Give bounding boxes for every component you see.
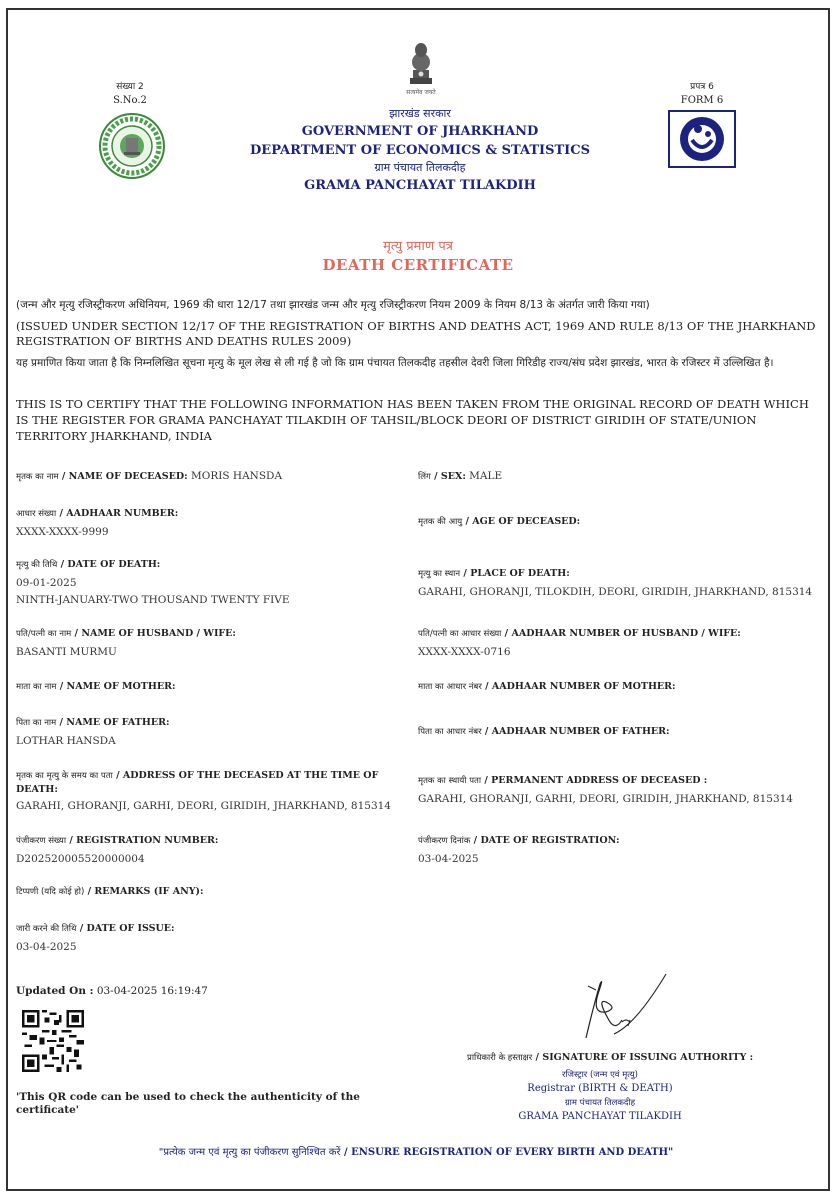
- certificate-title-hi: मृत्यु प्रमाण पत्र: [383, 239, 453, 254]
- label-hi: मृतक का स्थायी पता: [418, 776, 482, 786]
- field-father: [16, 716, 406, 750]
- label-en: / DATE OF REGISTRATION:: [470, 835, 620, 846]
- form-number-en: FORM 6: [680, 95, 724, 106]
- label-hi: पिता का नाम: [16, 718, 57, 728]
- field-spouse-aadhaar: [418, 627, 818, 661]
- label-hi: आधार संख्या: [16, 509, 57, 519]
- field-mother: [16, 680, 406, 694]
- sex-value: MALE: [465, 470, 503, 482]
- state-hi: झारखंड सरकार: [389, 107, 451, 120]
- department-title: DEPARTMENT OF ECONOMICS & STATISTICS: [250, 143, 590, 158]
- date-of-death-words: NINTH-JANUARY-TWO THOUSAND TWENTY FIVE: [16, 594, 290, 606]
- spouse-aadhaar-value: XXXX-XXXX-0716: [418, 646, 511, 658]
- form-number: [672, 80, 732, 108]
- label-en: / REMARKS (IF ANY):: [84, 886, 204, 897]
- field-date-of-issue: [16, 922, 406, 956]
- emblem-motto: सत्यमेव जयते: [406, 89, 436, 96]
- label-hi: मृतक की आयु: [418, 517, 463, 527]
- label-en: / REGISTRATION NUMBER:: [66, 835, 219, 846]
- field-aadhaar: [16, 507, 406, 541]
- signature-label-hi: प्राधिकारी के हस्ताक्षर: [467, 1053, 533, 1063]
- label-hi: लिंग: [418, 472, 431, 482]
- field-permanent-address: [418, 774, 818, 808]
- label-hi: जारी करने की तिथि: [16, 924, 77, 934]
- label-hi: पति/पत्नी का आधार संख्या: [418, 629, 502, 639]
- field-name: [16, 470, 406, 484]
- panchayat-hi: ग्राम पंचायत तिलकदीह: [374, 161, 466, 174]
- label-en: / PLACE OF DEATH:: [460, 568, 570, 579]
- field-date-of-death: [16, 558, 406, 609]
- field-mother-aadhaar: [418, 680, 818, 694]
- government-header: [200, 106, 640, 195]
- label-hi: पिता का आधार नंबर: [418, 727, 482, 737]
- label-hi: पति/पत्नी का नाम: [16, 629, 72, 639]
- date-of-death-value: 09-01-2025: [16, 577, 77, 589]
- label-en: / DATE OF DEATH:: [57, 559, 161, 570]
- label-hi: मृतक का नाम: [16, 472, 59, 482]
- serial-number-hi: संख्या 2: [116, 82, 144, 92]
- field-father-aadhaar: [418, 725, 818, 739]
- field-registration-number: [16, 834, 406, 868]
- signature-label: [467, 1052, 807, 1063]
- label-en: / NAME OF FATHER:: [56, 717, 170, 728]
- label-en: / PERMANENT ADDRESS OF DECEASED :: [481, 775, 708, 786]
- crs-logo-icon: [668, 110, 736, 168]
- field-sex: [418, 470, 818, 484]
- handwritten-signature-icon: [566, 964, 676, 1046]
- label-hi: टिप्पणी (यदि कोई हो): [16, 887, 85, 897]
- label-en: / AADHAAR NUMBER OF FATHER:: [481, 726, 670, 737]
- issued-under-en: (ISSUED UNDER SECTION 12/17 OF THE REGISTRATION OF BIRTHS AND DEATHS ACT, 1969 AND RULE 8/13 OF THE JHARKHAND REGISTRATION OF BIRTHS AND DEATHS RULES 2009): [16, 319, 816, 348]
- footer-en: / ENSURE REGISTRATION OF EVERY BIRTH AND DEATH": [340, 1147, 674, 1158]
- place-of-death-value: GARAHI, GHORANJI, TILOKDIH, DEORI, GIRIDIH, JHARKHAND, 815314: [418, 586, 813, 598]
- label-en: / NAME OF HUSBAND / WIFE:: [71, 628, 236, 639]
- field-age: [418, 515, 818, 529]
- issued-under-hi: (जन्म और मृत्यु रजिस्ट्रीकरण अधिनियम, 1969 की धारा 12/17 तथा झारखंड जन्म और मृत्यु रजिस्ट्रीकरण नियम 2009 के नियम 8/13 के अंतर्गत जारी किया गया): [16, 299, 650, 311]
- aadhaar-value: XXXX-XXXX-9999: [16, 526, 109, 538]
- label-hi: मृत्यु की तिथि: [16, 560, 58, 570]
- label-en: / NAME OF DECEASED:: [58, 471, 188, 482]
- label-hi: मृतक का मृत्यु के समय का पता: [16, 771, 113, 781]
- registrar-block: [500, 1068, 700, 1124]
- signature-label-en: / SIGNATURE OF ISSUING AUTHORITY :: [532, 1052, 754, 1063]
- permanent-address-value: GARAHI, GHORANJI, GARHI, DEORI, GIRIDIH, JHARKHAND, 815314: [418, 793, 793, 805]
- registrar-hi: रजिस्ट्रार (जन्म एवं मृत्यु): [562, 1070, 638, 1080]
- registrar-en: Registrar (BIRTH & DEATH): [527, 1083, 673, 1094]
- footer-hi: "प्रत्येक जन्म एवं मृत्यु का पंजीकरण सुनिश्चित करें: [158, 1147, 341, 1158]
- label-hi: पंजीकरण दिनांक: [418, 836, 471, 846]
- ashoka-emblem-icon: [404, 40, 438, 86]
- label-en: / AADHAAR NUMBER OF HUSBAND / WIFE:: [501, 628, 741, 639]
- registration-date-value: 03-04-2025: [418, 853, 479, 865]
- label-hi: माता का नाम: [16, 682, 57, 692]
- address-value: GARAHI, GHORANJI, GARHI, DEORI, GIRIDIH, JHARKHAND, 815314: [16, 800, 391, 812]
- field-spouse: [16, 627, 406, 661]
- spouse-value: BASANTI MURMU: [16, 646, 117, 658]
- father-value: LOTHAR HANSDA: [16, 735, 116, 747]
- label-hi: मृत्यु का स्थान: [418, 569, 461, 579]
- label-en: / NAME OF MOTHER:: [56, 681, 176, 692]
- registrar-panchayat-en: GRAMA PANCHAYAT TILAKDIH: [518, 1111, 682, 1122]
- serial-number-en: S.No.2: [113, 95, 147, 106]
- government-title: GOVERNMENT OF JHARKHAND: [301, 124, 539, 139]
- updated-on-label: Updated On :: [16, 985, 94, 997]
- label-en: / AADHAAR NUMBER:: [56, 508, 179, 519]
- updated-on-value: 03-04-2025 16:19:47: [93, 985, 208, 997]
- field-place-of-death: [418, 567, 818, 601]
- certify-text-hi: यह प्रमाणित किया जाता है कि निम्नलिखित सूचना मृत्यु के मूल लेख से ली गई है जो कि ग्राम पंचायत तिलकदीह तहसील देवरी जिला गिरिडीह राज्य/संघ प्रदेश झारखंड, भारत के रजिस्टर में उल्लिखित है।: [16, 357, 774, 369]
- updated-on: [16, 985, 208, 997]
- field-registration-date: [418, 834, 818, 868]
- jharkhand-seal-icon: [99, 113, 165, 179]
- field-address: [16, 769, 406, 815]
- label-hi: पंजीकरण संख्या: [16, 836, 67, 846]
- qr-code-icon[interactable]: [22, 1010, 84, 1072]
- deceased-name: MORIS HANSDA: [187, 470, 283, 482]
- certify-text-en: THIS IS TO CERTIFY THAT THE FOLLOWING INFORMATION HAS BEEN TAKEN FROM THE ORIGINAL RECORD OF DEATH WHICH IS THE REGISTER FOR GRAMA PANCHAYAT TILAKDIH OF TAHSIL/BLOCK DEORI OF DISTRICT GIRIDIH OF STATE/UNION TERRITORY JHARKHAND, INDIA: [16, 397, 809, 443]
- qr-note: 'This QR code can be used to check the authenticity of the certificate': [16, 1091, 360, 1116]
- label-en: / AADHAAR NUMBER OF MOTHER:: [481, 681, 676, 692]
- panchayat-title: GRAMA PANCHAYAT TILAKDIH: [304, 178, 536, 193]
- serial-number: [100, 80, 160, 108]
- certificate-title: DEATH CERTIFICATE: [322, 256, 514, 274]
- label-en: / AGE OF DECEASED:: [462, 516, 581, 527]
- registration-number-value: D202520005520000004: [16, 853, 145, 865]
- field-remarks: [16, 885, 406, 899]
- registrar-panchayat-hi: ग्राम पंचायत तिलकदीह: [564, 1098, 636, 1108]
- label-hi: माता का आधार नंबर: [418, 682, 482, 692]
- form-number-hi: प्रपत्र 6: [690, 82, 714, 92]
- label-en: / DATE OF ISSUE:: [76, 923, 175, 934]
- label-en: / ADDRESS OF THE DECEASED AT THE TIME OF DEATH:: [16, 770, 379, 795]
- label-en: / SEX:: [430, 471, 466, 482]
- date-of-issue-value: 03-04-2025: [16, 941, 77, 953]
- footer-slogan: [16, 1144, 816, 1158]
